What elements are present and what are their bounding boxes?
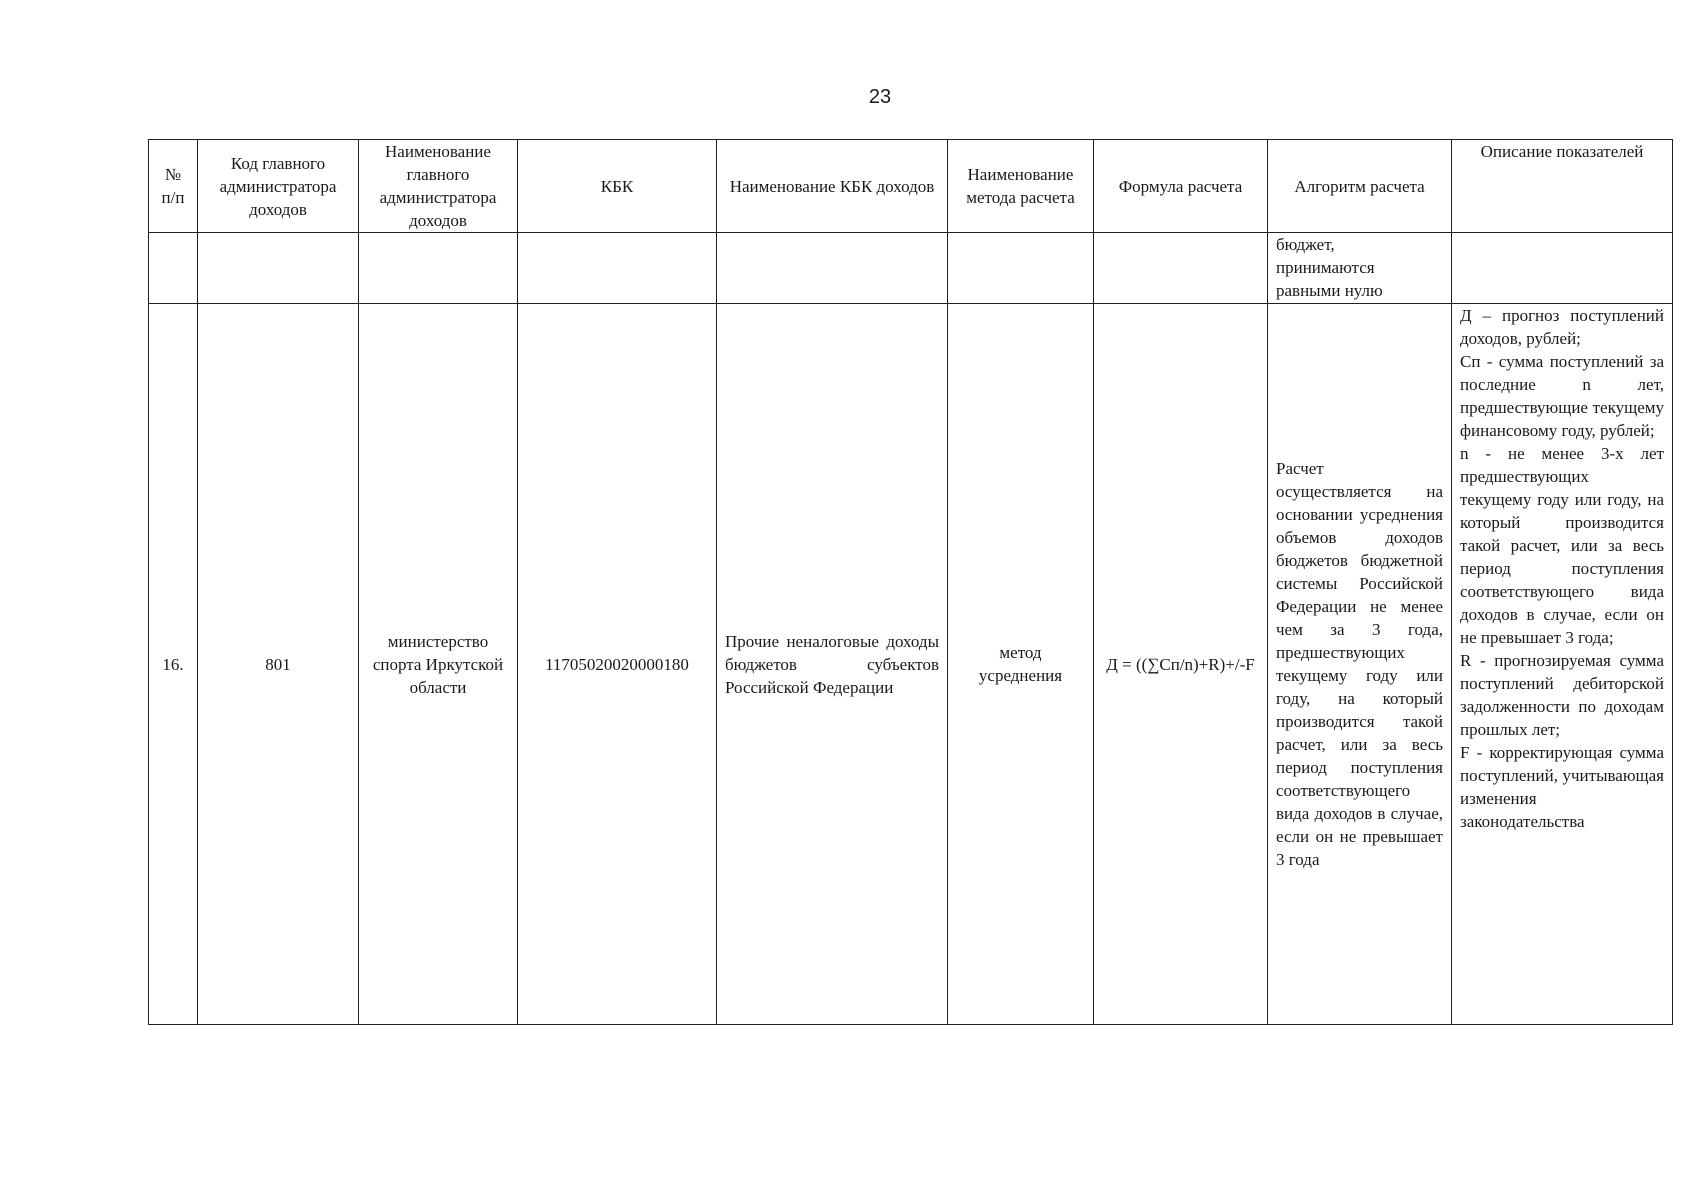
description-item-n: n - не менее 3-х лет предшествующих текущему году или году, на который производится такой расчет, или за весь период поступления соответствующего вида доходов в случае, если он не превышает 3 года; <box>1460 444 1664 647</box>
cont-method-cell <box>948 233 1094 304</box>
cont-kbk-cell <box>518 233 717 304</box>
row-kbk: 11705020020000180 <box>518 304 717 1025</box>
header-row <box>149 140 1673 233</box>
row-kbk-name: Прочие неналоговые доходы бюджетов субъектов Российской Федерации <box>717 304 948 1025</box>
description-item-d: Д – прогноз поступлений доходов, рублей; <box>1460 306 1664 348</box>
cont-num-cell <box>149 233 198 304</box>
header-num: № п/п <box>149 140 198 233</box>
description-item-sp: Сп - сумма поступлений за последние n лет, предшествующие текущему финансовому году, рублей; <box>1460 352 1664 440</box>
header-kbk: КБК <box>518 140 717 233</box>
row-num: 16. <box>149 304 198 1025</box>
header-admin-code: Код главного администратора доходов <box>198 140 359 233</box>
cont-formula-cell <box>1094 233 1268 304</box>
header-method: Наименование метода расчета <box>948 140 1094 233</box>
page-number: 23 <box>868 86 892 108</box>
cont-algorithm-cell: бюджет, принимаются равными нулю <box>1268 233 1452 304</box>
header-description: Описание показателей <box>1452 140 1673 233</box>
cont-description-cell <box>1452 233 1673 304</box>
header-algorithm: Алгоритм расчета <box>1268 140 1452 233</box>
header-kbk-name: Наименование КБК доходов <box>717 140 948 233</box>
row-algorithm: Расчет осуществляется на основании усреднения объемов доходов бюджетов бюджетной системы Российской Федерации не менее чем за 3 года, предшествующих текущему году или году, на который производится такой расчет, или за весь период поступления соответствующего вида доходов в случае, если он не превышает 3 года <box>1268 304 1452 1025</box>
row-formula: Д = ((∑Сп/n)+R)+/-F <box>1094 304 1268 1025</box>
row-admin-code: 801 <box>198 304 359 1025</box>
header-admin-name: Наименование главного администратора доходов <box>359 140 518 233</box>
row-description <box>1452 304 1673 1025</box>
cont-kbk-name-cell <box>717 233 948 304</box>
cont-admin-code-cell <box>198 233 359 304</box>
income-forecast-table <box>148 139 1673 1025</box>
description-item-r: R - прогнозируемая сумма поступлений дебиторской задолженности по доходам прошлых лет; <box>1460 651 1664 739</box>
continuation-row <box>149 233 1673 304</box>
cont-admin-name-cell <box>359 233 518 304</box>
row-admin-name: министерство спорта Иркутской области <box>359 304 518 1025</box>
row-method: метод усреднения <box>948 304 1094 1025</box>
description-item-f: F - корректирующая сумма поступлений, учитывающая изменения законодательства <box>1460 743 1664 831</box>
table-row <box>149 304 1673 1025</box>
header-formula: Формула расчета <box>1094 140 1268 233</box>
